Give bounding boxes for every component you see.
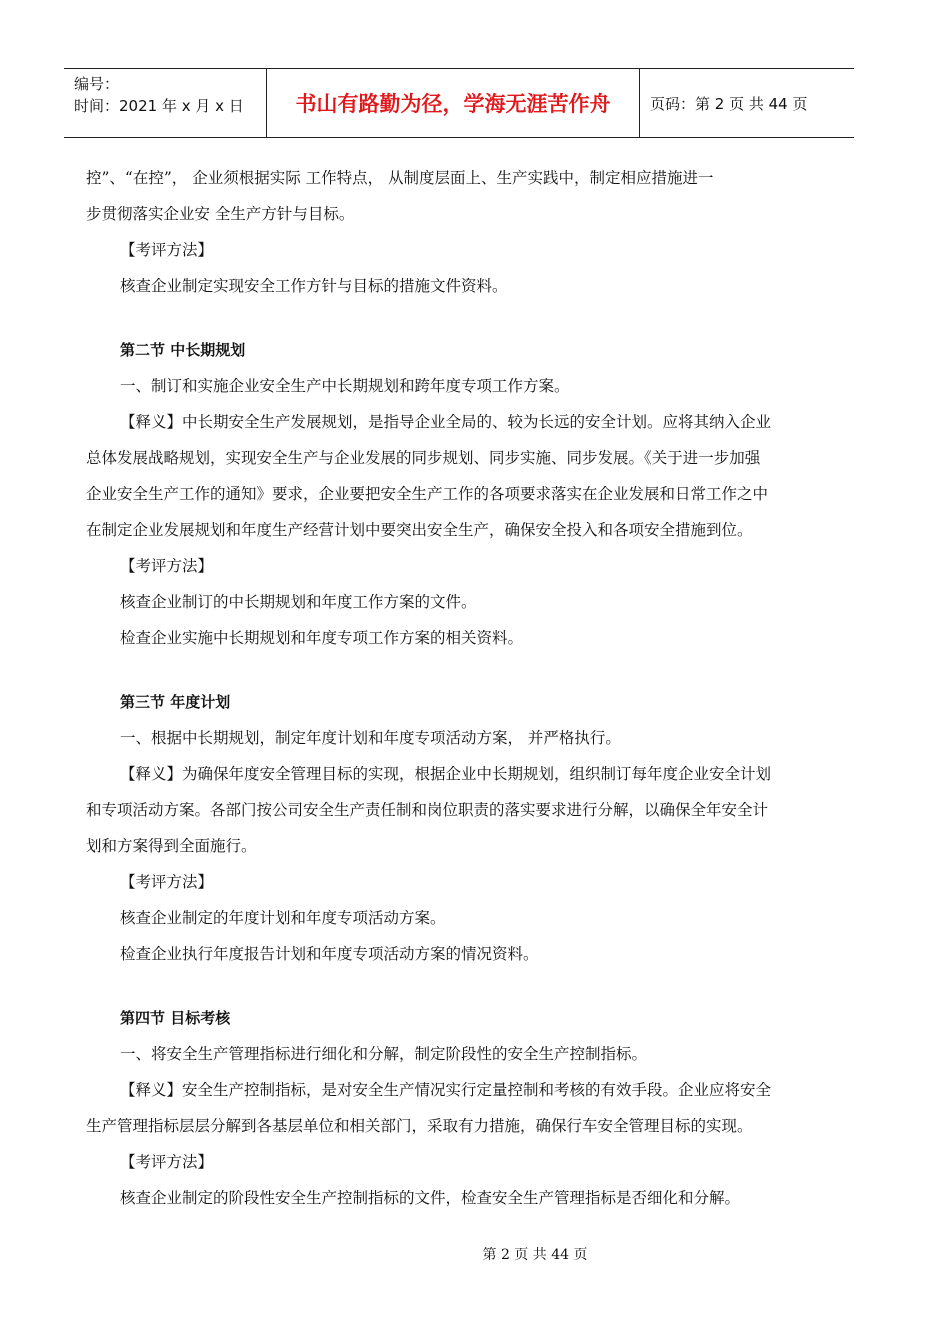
paragraph-line: 一、制订和实施企业安全生产中长期规划和跨年度专项工作方案。	[120, 377, 570, 395]
paragraph-line: 步贯彻落实企业安 全生产方针与目标。	[86, 205, 355, 223]
footer-page-label: 第 2 页 共 44 页	[482, 1247, 588, 1263]
paragraph-line: 核查企业制定实现安全工作方针与目标的措施文件资料。	[120, 277, 508, 295]
paragraph-line: 和专项活动方案。各部门按公司安全生产责任制和岗位职责的落实要求进行分解，以确保全年安全计	[86, 801, 769, 819]
page-header	[64, 68, 854, 138]
paragraph-line: 检查企业执行年度报告计划和年度专项活动方案的情况资料。	[120, 945, 539, 963]
header-time: 时间：2021 年 x 月 x 日	[74, 97, 244, 115]
paragraph-line: 在制定企业发展规划和年度生产经营计划中要突出安全生产，确保安全投入和各项安全措施到位。	[86, 521, 753, 539]
section-heading: 第四节 目标考核	[120, 1009, 231, 1027]
paragraph-line: 总体发展战略规划，实现安全生产与企业发展的同步规划、同步实施、同步发展。《关于进一步加强	[86, 449, 761, 467]
paragraph-line: 【考评方法】	[120, 557, 214, 575]
section-heading: 第二节 中长期规划	[120, 341, 246, 359]
header-motto: 书山有路勤为径，学海无涯苦作舟	[266, 69, 640, 137]
paragraph-line: 【考评方法】	[120, 241, 214, 259]
paragraph-line: 检查企业实施中长期规划和年度专项工作方案的相关资料。	[120, 629, 524, 647]
header-page-number: 页码：第 2 页 共 44 页	[650, 94, 808, 113]
paragraph-gap	[86, 972, 838, 1000]
section-heading: 第三节 年度计划	[120, 693, 231, 711]
document-body	[86, 160, 838, 1216]
paragraph-gap	[86, 656, 838, 684]
paragraph-line: 核查企业制订的中长期规划和年度工作方案的文件。	[120, 593, 477, 611]
paragraph-line: 生产管理指标层层分解到各基层单位和相关部门，采取有力措施，确保行车安全管理目标的实现。	[86, 1117, 753, 1135]
paragraph-line: 核查企业制定的年度计划和年度专项活动方案。	[120, 909, 446, 927]
header-meta	[64, 69, 266, 137]
paragraph-line: 【释义】安全生产控制指标，是对安全生产情况实行定量控制和考核的有效手段。企业应将安全	[120, 1081, 772, 1099]
header-number: 编号：	[74, 75, 120, 93]
page-footer	[0, 1244, 950, 1264]
paragraph-line: 【释义】中长期安全生产发展规划，是指导企业全局的、较为长远的安全计划。应将其纳入企业	[120, 413, 772, 431]
paragraph-line: 【考评方法】	[120, 873, 214, 891]
paragraph-gap	[86, 304, 838, 332]
paragraph-line: 一、根据中长期规划，制定年度计划和年度专项活动方案， 并严格执行。	[120, 729, 621, 747]
paragraph-line: 划和方案得到全面施行。	[86, 837, 257, 855]
paragraph-line: 【释义】为确保年度安全管理目标的实现，根据企业中长期规划，组织制订每年度企业安全计划	[120, 765, 772, 783]
paragraph-line: 一、将安全生产管理指标进行细化和分解，制定阶段性的安全生产控制指标。	[120, 1045, 648, 1063]
paragraph-line: 控”、“在控”， 企业须根据实际 工作特点， 从制度层面上、生产实践中，制定相应措施进一	[86, 169, 714, 187]
paragraph-line: 企业安全生产工作的通知》要求，企业要把安全生产工作的各项要求落实在企业发展和日常工作之中	[86, 485, 769, 503]
paragraph-line: 【考评方法】	[120, 1153, 214, 1171]
paragraph-line: 核查企业制定的阶段性安全生产控制指标的文件，检查安全生产管理指标是否细化和分解。	[120, 1189, 741, 1207]
